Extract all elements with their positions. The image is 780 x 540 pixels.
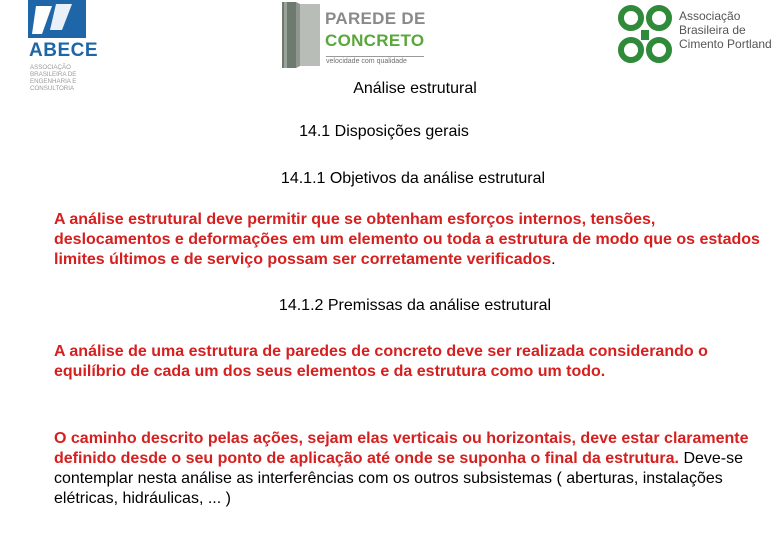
concrete-wall-icon [282,2,322,70]
abece-emblem-icon [28,0,88,40]
subsection-heading-premissas: 14.1.2 Premissas da análise estrutural [278,297,552,314]
abcp-logo [615,0,780,70]
parede-de-concreto-logo [280,0,430,70]
parede-line-2: CONCRETO [325,31,425,50]
section-heading: 14.1 Disposições gerais [299,123,469,140]
page-title: Análise estrutural [353,80,477,97]
subsection-heading-objetivos: 14.1.1 Objetivos da análise estrutural [280,170,546,187]
parede-line-1: PAREDE DE [325,9,426,28]
paragraph-caminho: O caminho descrito pelas ações, sejam elas verticais ou horizontais, deve estar claramente definido desde o seu ponto de aplicação até onde se suponha o final da estrutura. Deve-se contemplar nesta análise as interferências com os outros subsistemas ( aberturas, instalações elétricas, hidráulicas, ... ) [54,430,749,507]
parede-tagline: velocidade com qualidade [326,56,424,65]
paragraph-objetivos: A análise estrutural deve permitir que se obtenham esforços internos, tensões, deslocamentos e deformações em um elemento ou toda a estrutura de modo que os estados limites últimos e de serviço possam ser corretamente verificados. [54,211,760,268]
abece-name: ABECE [29,40,99,61]
abcp-emblem-icon [615,2,677,68]
abece-subtitle: ASSOCIAÇÃO BRASILEIRA DE ENGENHARIA E CONSULTORIA [30,64,77,92]
paragraph-premissas: A análise de uma estrutura de paredes de concreto deve ser realizada considerando o equilíbrio de cada um dos seus elementos e da estrutura como um todo. [54,343,708,380]
abcp-name: Associação Brasileira de Cimento Portland [679,9,772,51]
